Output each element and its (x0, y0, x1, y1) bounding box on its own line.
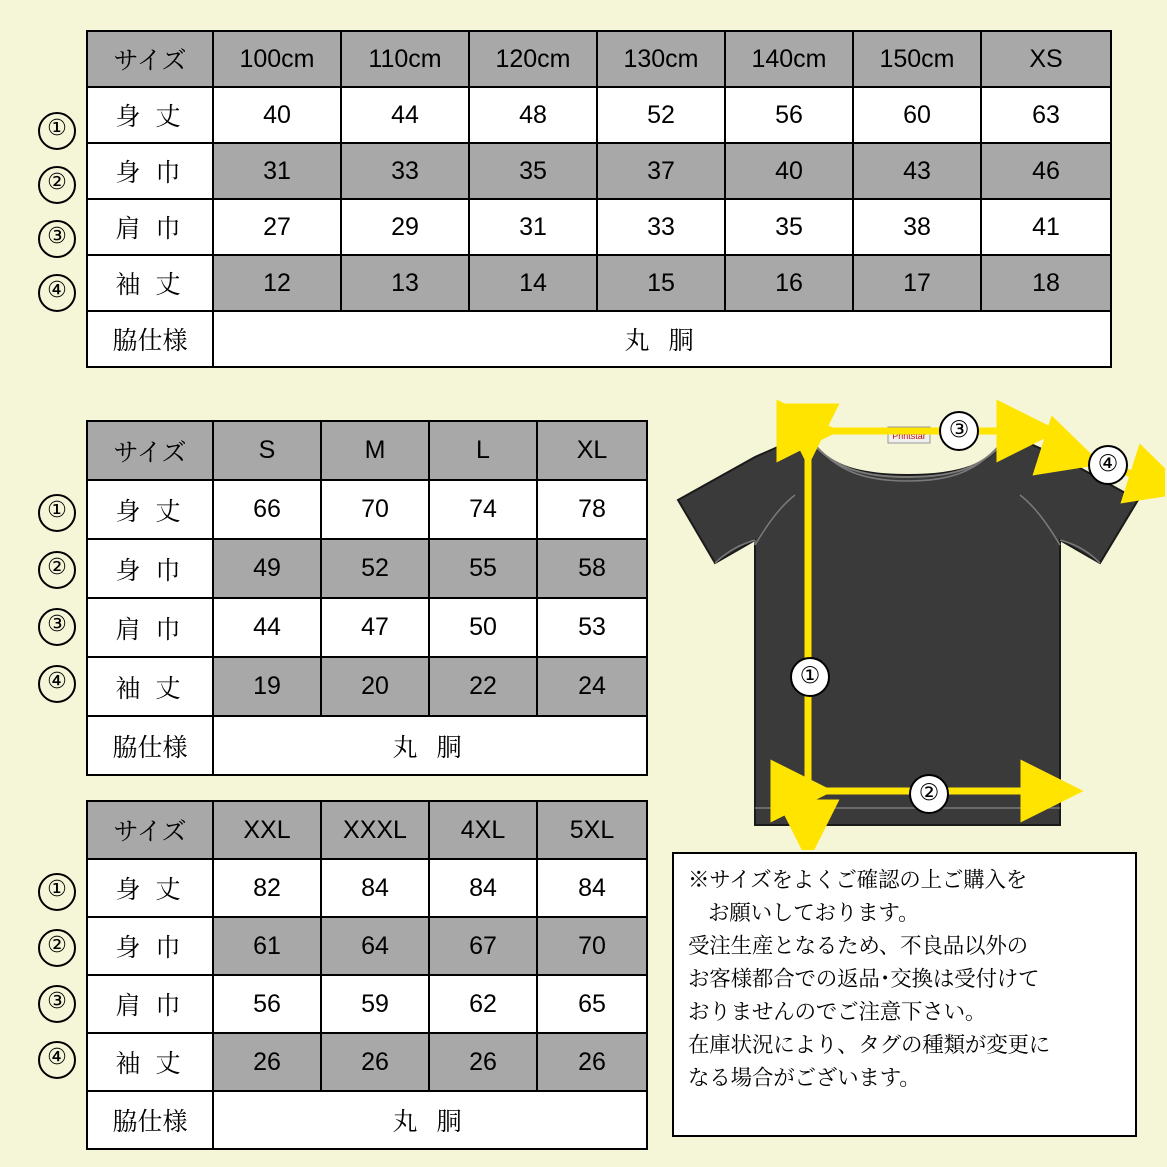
tshirt-diagram (660, 395, 1165, 850)
column-header: 140cm (725, 31, 853, 87)
cell: 26 (321, 1033, 429, 1091)
row-label: 肩 巾 (87, 598, 213, 657)
table-footer-row (87, 1091, 647, 1149)
cell: 62 (429, 975, 537, 1033)
table-header-row (87, 421, 647, 480)
column-header: L (429, 421, 537, 480)
measure-marker-2: ② (38, 551, 76, 589)
cell: 84 (429, 859, 537, 917)
cell: 35 (469, 143, 597, 199)
row-label: 身 巾 (87, 143, 213, 199)
table-row (87, 1033, 647, 1091)
cell: 44 (341, 87, 469, 143)
table-row (87, 143, 1111, 199)
diagram-marker-width: ② (909, 774, 949, 814)
brand-tag-label: Printstar (892, 431, 926, 441)
cell: 17 (853, 255, 981, 311)
column-header: 4XL (429, 801, 537, 859)
cell: 59 (321, 975, 429, 1033)
cell: 65 (537, 975, 647, 1033)
column-header: サイズ (87, 31, 213, 87)
column-header: 5XL (537, 801, 647, 859)
cell: 60 (853, 87, 981, 143)
column-header: XS (981, 31, 1111, 87)
row-label: 袖 丈 (87, 255, 213, 311)
cell: 48 (469, 87, 597, 143)
cell: 78 (537, 480, 647, 539)
row-label: 身 丈 (87, 87, 213, 143)
column-header: 130cm (597, 31, 725, 87)
cell: 84 (537, 859, 647, 917)
table-row (87, 975, 647, 1033)
cell: 55 (429, 539, 537, 598)
notice-line: お客様都合での返品･交換は受付けて (688, 967, 1040, 991)
cell: 24 (537, 657, 647, 716)
table-header-row (87, 31, 1111, 87)
cell: 26 (537, 1033, 647, 1091)
row-label: 肩 巾 (87, 975, 213, 1033)
column-header: XL (537, 421, 647, 480)
column-header: S (213, 421, 321, 480)
shirt-body (678, 435, 1138, 825)
table-footer-row (87, 716, 647, 775)
footer-label: 脇仕様 (87, 716, 213, 775)
cell: 67 (429, 917, 537, 975)
column-header: XXL (213, 801, 321, 859)
column-header: 120cm (469, 31, 597, 87)
cell: 70 (537, 917, 647, 975)
cell: 74 (429, 480, 537, 539)
cell: 41 (981, 199, 1111, 255)
cell: 26 (213, 1033, 321, 1091)
footer-value: 丸 胴 (213, 1091, 647, 1149)
table-row (87, 598, 647, 657)
diagram-marker-shoulder: ③ (939, 411, 979, 451)
row-label: 身 丈 (87, 480, 213, 539)
cell: 49 (213, 539, 321, 598)
cell: 31 (469, 199, 597, 255)
measure-marker-2: ② (38, 166, 76, 204)
notice-box (672, 852, 1137, 1137)
size-table-kids (86, 30, 1112, 368)
column-header: XXXL (321, 801, 429, 859)
cell: 27 (213, 199, 341, 255)
footer-label: 脇仕様 (87, 311, 213, 367)
cell: 44 (213, 598, 321, 657)
cell: 31 (213, 143, 341, 199)
cell: 52 (597, 87, 725, 143)
cell: 33 (341, 143, 469, 199)
cell: 12 (213, 255, 341, 311)
notice-line: なる場合がございます。 (688, 1066, 921, 1090)
cell: 56 (213, 975, 321, 1033)
cell: 56 (725, 87, 853, 143)
measure-marker-1: ① (38, 873, 76, 911)
column-header: 100cm (213, 31, 341, 87)
row-label: 袖 丈 (87, 657, 213, 716)
column-header: 110cm (341, 31, 469, 87)
measure-marker-3: ③ (38, 220, 76, 258)
cell: 37 (597, 143, 725, 199)
cell: 38 (853, 199, 981, 255)
cell: 50 (429, 598, 537, 657)
cell: 14 (469, 255, 597, 311)
row-label: 身 巾 (87, 917, 213, 975)
size-table-adult-small (86, 420, 648, 776)
measure-marker-4: ④ (38, 1041, 76, 1079)
cell: 43 (853, 143, 981, 199)
row-label: 身 巾 (87, 539, 213, 598)
cell: 29 (341, 199, 469, 255)
row-label: 肩 巾 (87, 199, 213, 255)
footer-value: 丸 胴 (213, 311, 1111, 367)
table-footer-row (87, 311, 1111, 367)
cell: 22 (429, 657, 537, 716)
measure-marker-3: ③ (38, 608, 76, 646)
cell: 46 (981, 143, 1111, 199)
footer-value: 丸 胴 (213, 716, 647, 775)
notice-line: ※サイズをよくご確認の上ご購入を (688, 868, 1028, 892)
table-row (87, 87, 1111, 143)
notice-line: お願いしております。 (708, 901, 920, 925)
table-row (87, 859, 647, 917)
cell: 35 (725, 199, 853, 255)
cell: 33 (597, 199, 725, 255)
cell: 70 (321, 480, 429, 539)
cell: 61 (213, 917, 321, 975)
measure-marker-1: ① (38, 494, 76, 532)
table-row (87, 255, 1111, 311)
measure-marker-1: ① (38, 112, 76, 150)
cell: 52 (321, 539, 429, 598)
diagram-marker-sleeve: ④ (1088, 445, 1128, 485)
cell: 20 (321, 657, 429, 716)
column-header: サイズ (87, 421, 213, 480)
cell: 40 (725, 143, 853, 199)
column-header: 150cm (853, 31, 981, 87)
size-table-adult-large (86, 800, 648, 1150)
notice-line: おりませんのでご注意下さい。 (688, 1000, 987, 1024)
cell: 53 (537, 598, 647, 657)
measure-marker-2: ② (38, 929, 76, 967)
cell: 16 (725, 255, 853, 311)
cell: 58 (537, 539, 647, 598)
table-row (87, 539, 647, 598)
cell: 40 (213, 87, 341, 143)
cell: 18 (981, 255, 1111, 311)
row-label: 袖 丈 (87, 1033, 213, 1091)
table-row (87, 917, 647, 975)
measure-marker-4: ④ (38, 665, 76, 703)
row-label: 身 丈 (87, 859, 213, 917)
column-header: サイズ (87, 801, 213, 859)
diagram-marker-length: ① (790, 657, 830, 697)
table-row (87, 199, 1111, 255)
notice-line: 受注生産となるため、不良品以外の (688, 934, 1028, 958)
cell: 19 (213, 657, 321, 716)
cell: 13 (341, 255, 469, 311)
table-header-row (87, 801, 647, 859)
measure-marker-4: ④ (38, 274, 76, 312)
table-row (87, 480, 647, 539)
cell: 84 (321, 859, 429, 917)
measure-marker-3: ③ (38, 985, 76, 1023)
footer-label: 脇仕様 (87, 1091, 213, 1149)
cell: 64 (321, 917, 429, 975)
cell: 63 (981, 87, 1111, 143)
cell: 82 (213, 859, 321, 917)
column-header: M (321, 421, 429, 480)
cell: 26 (429, 1033, 537, 1091)
cell: 15 (597, 255, 725, 311)
cell: 47 (321, 598, 429, 657)
notice-line: 在庫状況により、タグの種類が変更に (688, 1033, 1051, 1057)
cell: 66 (213, 480, 321, 539)
table-row (87, 657, 647, 716)
